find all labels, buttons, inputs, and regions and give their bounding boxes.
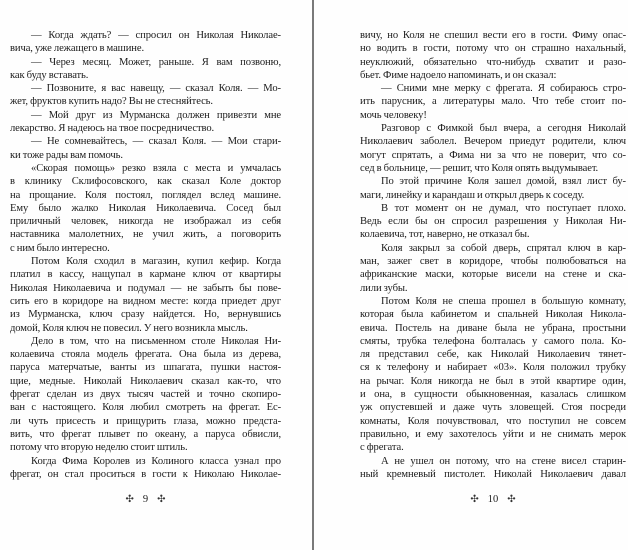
text-line: ля представил себе, как Николай Николаевич тянет- [360, 349, 626, 361]
fleuron-right-icon: ✣ [157, 494, 166, 505]
text-line: лекарство. Я надеюсь на твое посредничество. [10, 123, 215, 135]
text-line: Николая Николаевича и подумал — не забыть бы пове- [10, 282, 281, 294]
text-line: фрегат сделан из двух тысяч частей и точно скопиро- [10, 389, 281, 401]
text-line: щие, медные. Николай Николаевич сказал как-то, что [10, 375, 281, 387]
text-line: Николаевич заболел. Вечером приедут родители, ключ [360, 136, 626, 148]
text-line: уж опустевшей и даже чуть зловещей. Стоя посреди [360, 402, 626, 414]
page-9-footer [10, 494, 281, 505]
text-line: но водить в гости, потому что он страшно нахальный, [360, 43, 626, 55]
text-line: паруса матерчатые, ванты из шпагата, пушки настоя- [10, 362, 281, 374]
text-line: правильно, и ему захотелось уйти и не снимать мерок [360, 428, 626, 440]
text-line: ки тоже рады вам помочь. [10, 149, 123, 161]
page-9-text [10, 29, 281, 481]
text-line: Когда Фима Королев из Колиного класса узнал про [31, 455, 281, 467]
text-line: Ему было жалко Николая Николаевича. Сосед был [10, 202, 281, 214]
text-line: с ним было интересно. [10, 242, 110, 254]
text-line: мочь человеку! [360, 109, 427, 121]
text-line: Разговор с Фимкой был вчера, а сегодня Николай [381, 123, 626, 135]
text-line: Коля закрыл за собой дверь, спрятал ключ в кар- [381, 242, 626, 254]
text-line: наставника малолетних, не учил жить, а поговорить [10, 229, 281, 241]
text-line: на рычаг. Коля никогда не был в этой квартире один, [360, 375, 626, 387]
text-line: бьет. Фиме надоело напоминать, и он сказал: [360, 69, 557, 81]
text-line: Дело в том, что на письменном столе Николая Ни- [31, 335, 281, 347]
text-line: — Когда ждать? — спросил он Николая Николае- [31, 30, 281, 41]
text-line: неуклюжий, обязательно что-нибудь схватит и разо- [360, 56, 626, 68]
text-line: евича. Постель на диване была не убрана, простыни [360, 322, 626, 334]
text-line: По этой причине Коля зашел домой, взял лист бу- [381, 176, 626, 188]
text-line: А не ушел он потому, что на стене висел старин- [381, 455, 626, 467]
text-line: лили зубы. [360, 282, 408, 294]
text-line: сед в больнице, — решит, что Коля опять выдумывает. [360, 162, 599, 174]
page-divider [312, 0, 314, 550]
text-line: вича, уже лежащего в машине. [10, 43, 145, 55]
text-line: могут спрятать, а Фима ни за что не поверит, что со- [360, 149, 626, 161]
text-line: вичу, но Коля не спешил вести его в гости. Фиму опас- [360, 30, 626, 41]
text-line: — Сними мне мерку с фрегата. Я собираюсь стро- [381, 83, 626, 95]
text-line: ман, зажег свет в коридоре, чтобы полюбоваться на [360, 256, 626, 268]
text-line: комнаты, Коля почувствовал, что поступил не совсем [360, 415, 626, 427]
page-10-text [360, 29, 626, 481]
text-line: — Мой друг из Мурманска должен привезти мне [31, 109, 281, 121]
text-line: как буду вставать. [10, 69, 89, 81]
text-line: и она, в сущности обыкновенная, казалась слишком [360, 389, 626, 401]
fleuron-right-icon: ✣ [507, 494, 516, 505]
text-line: потому что вторую неделю стоит штиль. [10, 442, 188, 454]
text-line: ить парусник, а литературы мало. Что тебе стоит по- [360, 96, 626, 108]
text-line: с фрегата. [360, 442, 404, 454]
text-line: платил в кассу, нащупал в кармане ключ от квартиры [10, 269, 281, 281]
page-10-footer [360, 494, 626, 505]
text-line: Потом Коля сходил в магазин, купил кефир. Когда [31, 256, 281, 268]
text-line: колаевича стояла модель фрегата. Она была из дерева, [10, 349, 281, 361]
text-line: смяты, трубка телефона болталась у самого пола. Ко- [360, 335, 626, 347]
text-line: на прощание. Коля постоял, поглядел вслед машине. [10, 189, 281, 201]
fleuron-left-icon: ✣ [470, 494, 479, 505]
text-line: которая была кабинетом и спальней Николая Никола- [360, 309, 626, 321]
text-line: В тот момент он не думал, что поступает плохо. [381, 202, 626, 214]
page-number: 9 [142, 494, 149, 505]
text-line: «Скорая помощь» резко взяла с места и умчалась [31, 162, 281, 174]
page-number: 10 [487, 494, 499, 505]
text-line: из Мурманска, ключ сразу найдется. Но, вернувшись [10, 309, 281, 321]
text-line: маги, линейку и карандаш и открыл дверь к соседу. [360, 189, 585, 201]
text-line: колаевича, тот, наверно, не отказал бы. [360, 229, 530, 241]
text-line: — Не сомневайтесь, — сказал Коля. — Мои стари- [31, 136, 281, 148]
text-line: — Позвоните, я вас навещу, — сказал Коля. — Мо- [31, 83, 281, 95]
text-line: вить, что фрегат плывет по океану, а паруса обвисли, [10, 428, 281, 440]
text-line: Ведь если бы он спросил разрешения у Николая Ни- [360, 216, 626, 228]
text-line: африканские маски, которые висели на стене и ска- [360, 269, 626, 281]
text-line: жет, фруктов купить надо? Вы не стесняйтесь. [10, 96, 213, 108]
text-line: ный кремневый пистолет. Николай Николаевич давал [360, 468, 626, 480]
text-line: приличный человек, никогда не изображал из себя [10, 216, 281, 228]
text-line: фрегат, он стал проситься в гости к Николаю Николае- [10, 468, 281, 480]
text-line: — Через месяц. Может, раньше. Я вам позвоню, [31, 56, 281, 68]
text-line: в клинику Склифосовского, как сказал Коле доктор [10, 176, 281, 188]
text-line: домой, Коля ключ не повесил. У него возникла мысль. [10, 322, 248, 334]
text-line: сить его в коридоре на видном месте: когда приедет друг [10, 295, 281, 307]
text-line: ван с настоящего. Коля любил смотреть на фрегат. Ес- [10, 402, 281, 414]
text-line: ли чуть присесть и прищурить глаза, можно предста- [10, 415, 281, 427]
text-line: Потом Коля не спеша прошел в большую комнату, [381, 295, 626, 307]
fleuron-left-icon: ✣ [125, 494, 134, 505]
text-line: ся к телефону и набирает «03». Коля положил трубку [360, 362, 626, 374]
